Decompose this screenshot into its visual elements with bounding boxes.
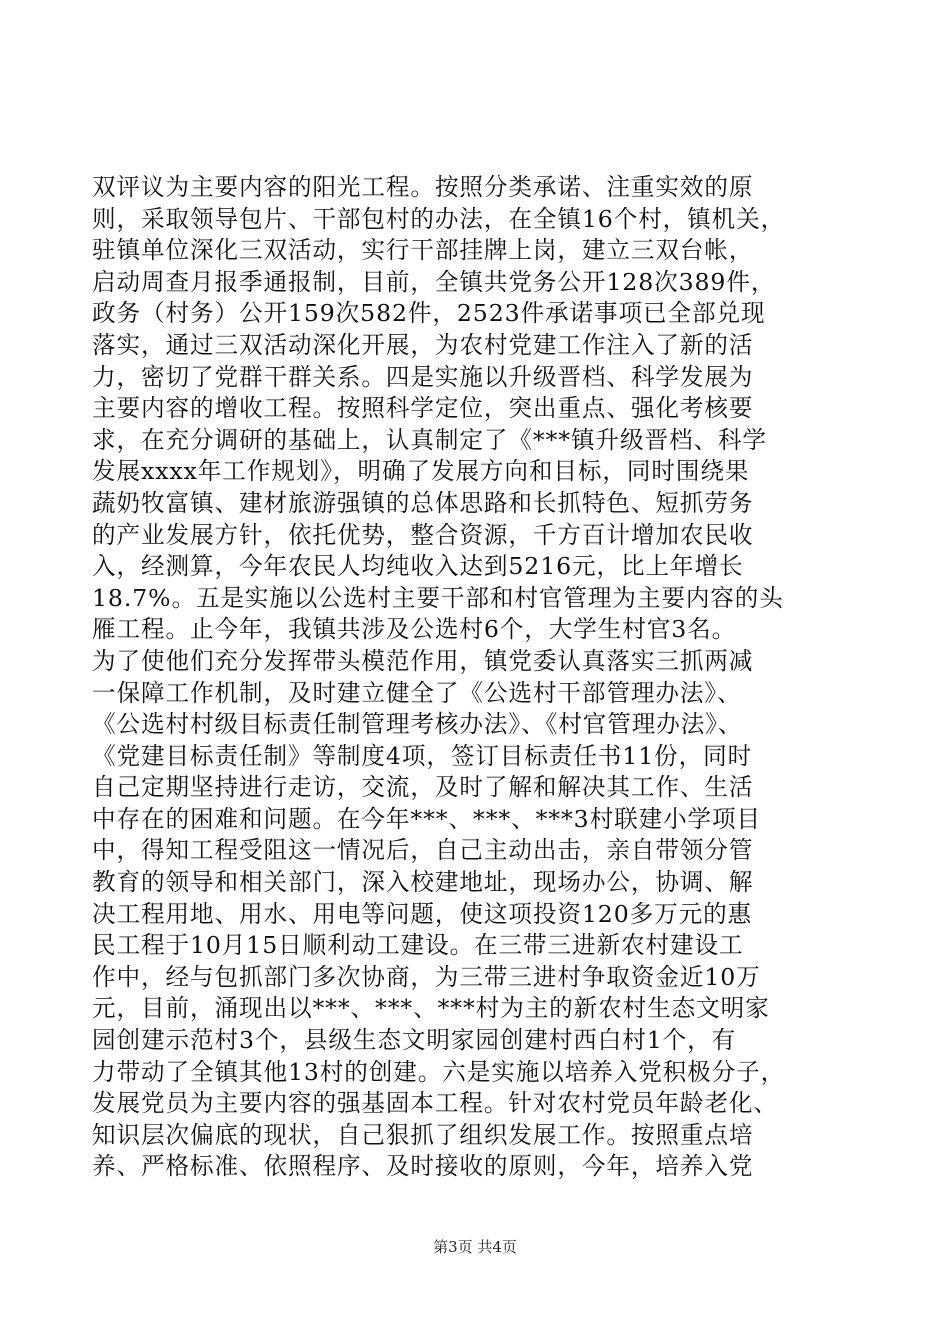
page-footer bbox=[0, 1236, 950, 1257]
text-line: 求，在充分调研的基础上，认真制定了《***镇升级晋档、科学 bbox=[92, 425, 767, 454]
text-line: 中，得知工程受阻这一情况后，自己主动出击，亲自带领分管 bbox=[92, 836, 754, 865]
text-line: 《公选村村级目标责任制管理考核办法》、《村官管理办法》、 bbox=[92, 710, 743, 739]
text-line: 力带动了全镇其他13村的创建。六是实施以培养入党积极分子， bbox=[92, 1057, 786, 1086]
text-line: 启动周查月报季通报制，目前，全镇共党务公开128次389件， bbox=[92, 267, 776, 296]
text-line: 雁工程。止今年，我镇共涉及公选村6个，大学生村官3名。 bbox=[92, 615, 737, 644]
text-line: 教育的领导和相关部门，深入校建地址，现场办公，协调、解 bbox=[92, 868, 754, 897]
text-line: 为了使他们充分发挥带头模范作用，镇党委认真落实三抓两减 bbox=[92, 646, 754, 675]
text-line: 一保障工作机制，及时建立健全了《公选村干部管理办法》、 bbox=[92, 678, 742, 707]
text-line: 作中，经与包抓部门多次协商，为三带三进村争取资金近10万 bbox=[92, 962, 761, 991]
text-line: 元，目前，涌现出以***、***、***村为主的新农村生态文明家 bbox=[92, 994, 770, 1023]
text-line: 蔬奶牧富镇、建材旅游强镇的总体思路和长抓特色、短抓劳务 bbox=[92, 488, 754, 517]
text-line: 政务（村务）公开159次582件，2523件承诺事项已全部兑现 bbox=[92, 299, 766, 328]
text-line: 入，经测算，今年农民人均纯收入达到5216元，比上年增长 bbox=[92, 552, 744, 581]
page-number-label: 第3页 共4页 bbox=[433, 1238, 517, 1256]
text-line: 的产业发展方针，依托优势，整合资源，千方百计增加农民收 bbox=[92, 520, 754, 549]
body-text bbox=[92, 172, 862, 1183]
text-line: 自己定期坚持进行走访，交流，及时了解和解决其工作、生活 bbox=[92, 773, 754, 802]
text-line: 力，密切了党群干群关系。四是实施以升级晋档、科学发展为 bbox=[92, 362, 754, 391]
text-line: 决工程用地、用水、用电等问题，使这项投资120多万元的惠 bbox=[92, 899, 753, 928]
text-line: 园创建示范村3个，县级生态文明家园创建村西白村1个，有 bbox=[92, 1026, 737, 1055]
text-line: 《党建目标责任制》等制度4项，签订目标责任书11份，同时 bbox=[92, 741, 753, 770]
text-line: 养、严格标准、依照程序、及时接收的原则，今年，培养入党 bbox=[92, 1152, 754, 1181]
text-line: 双评议为主要内容的阳光工程。按照分类承诺、注重实效的原 bbox=[92, 173, 754, 201]
text-line: 知识层次偏底的现状，自己狠抓了组织发展工作。按照重点培 bbox=[92, 1120, 754, 1149]
text-line: 发展党员为主要内容的强基固本工程。针对农村党员年龄老化、 bbox=[92, 1089, 778, 1118]
text-line: 民工程于10月15日顺利动工建设。在三带三进新农村建设工 bbox=[92, 931, 744, 960]
text-line: 驻镇单位深化三双活动，实行干部挂牌上岗，建立三双台帐， bbox=[92, 236, 754, 265]
text-line: 18.7%。五是实施以公选村主要干部和村官管理为主要内容的头 bbox=[92, 583, 784, 612]
text-line: 中存在的困难和问题。在今年***、***、***3村联建小学项目 bbox=[92, 804, 762, 833]
text-line: 落实，通过三双活动深化开展，为农村党建工作注入了新的活 bbox=[92, 330, 754, 359]
text-line: 则，采取领导包片、干部包村的办法，在全镇16个村，镇机关， bbox=[92, 204, 786, 233]
text-line: 主要内容的增收工程。按照科学定位，突出重点、强化考核要 bbox=[92, 394, 754, 423]
text-line: 发展xxxx年工作规划》，明确了发展方向和目标，同时围绕果 bbox=[92, 457, 750, 486]
